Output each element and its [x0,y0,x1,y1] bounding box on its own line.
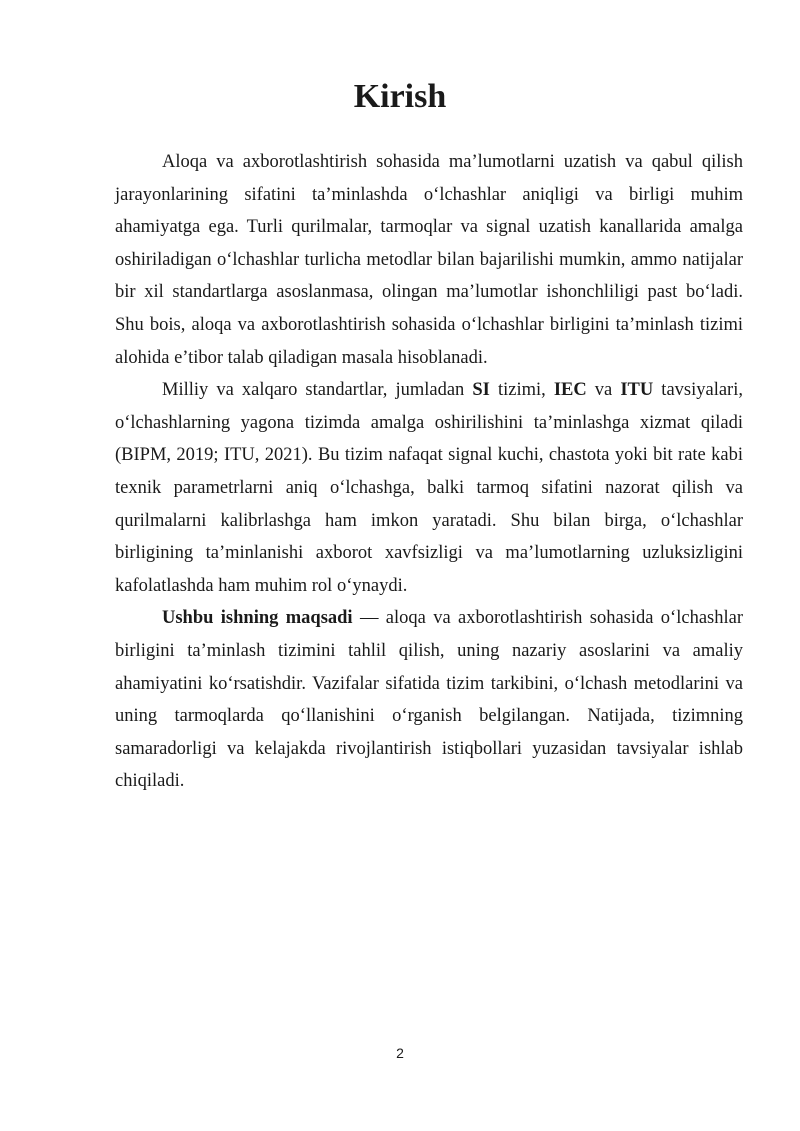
page-number: 2 [396,1045,404,1061]
page-title: Kirish [353,78,447,115]
paragraph-1: Aloqa va axborotlashtirish sohasida ma’lumotlarni uzatish va qabul qilish jarayonlarining sifatini ta’minlashda o‘lchashlar aniqligi va birligi muhim ahamiyatga ega. Turli qurilmalar, tarmoqlar va signal uzatish kanallarida amalga oshiriladigan o‘lchashlar turlicha metodlar bilan bajarilishi mumkin, ammo natijalar bir xil standartlarga asoslanmasa, olingan ma’lumotlar ishonchliligi past bo‘ladi. Shu bois, aloqa va axborotlashtirish sohasida o‘lchashlar birligini ta’minlash tizimi alohida e’tibor talab qiladigan masala hisoblanadi. [115,152,743,368]
term-si: SI [472,380,490,401]
paragraph-2-text: tizimi, [489,380,554,401]
term-iec: IEC [553,380,587,401]
paragraph-2-text: tavsiyalari, o‘lchashlarning yagona tizimda amalga oshirilishini ta’minlashga xizmat qiladi (BIPM, 2019; ITU, 2021). Bu tizim nafaqat signal kuchi, chastota yoki bit rate kabi texnik parametrlarni aniq o‘lchashga, balki tarmoq sifatini nazorat qilish va qurilmalarni kalibrlashga ham imkon yaratadi. Shu bilan birga, o‘lchashlar birligining ta’minlanishi axborot xavfsizligi va ma’lumotlarning uzluksizligini kafolatlashda ham muhim rol o‘ynaydi. [115,380,743,596]
term-itu: ITU [620,380,654,401]
paragraph-2-text: va [586,380,621,401]
paragraph-2-text: Milliy va xalqaro standartlar, jumladan [162,380,473,401]
aim-heading: Ushbu ishning maqsadi [162,608,353,629]
paragraph-2 [115,374,743,602]
document-body [115,146,743,798]
paragraph-3-text: — aloqa va axborotlashtirish sohasida o‘lchashlar birligini ta’minlash tizimini tahlil qilish, uning nazariy asoslarini va amaliy ahamiyatini ko‘rsatishdir. Vazifalar sifatida tizim tarkibini, o‘lchash metodlarini va uning tarmoqlarda qo‘llanishini o‘rganish belgilangan. Natijada, tizimning samaradorligi va kelajakda rivojlantirish istiqbollari yuzasidan tavsiyalar ishlab chiqiladi. [115,608,743,792]
paragraph-3 [115,602,743,798]
